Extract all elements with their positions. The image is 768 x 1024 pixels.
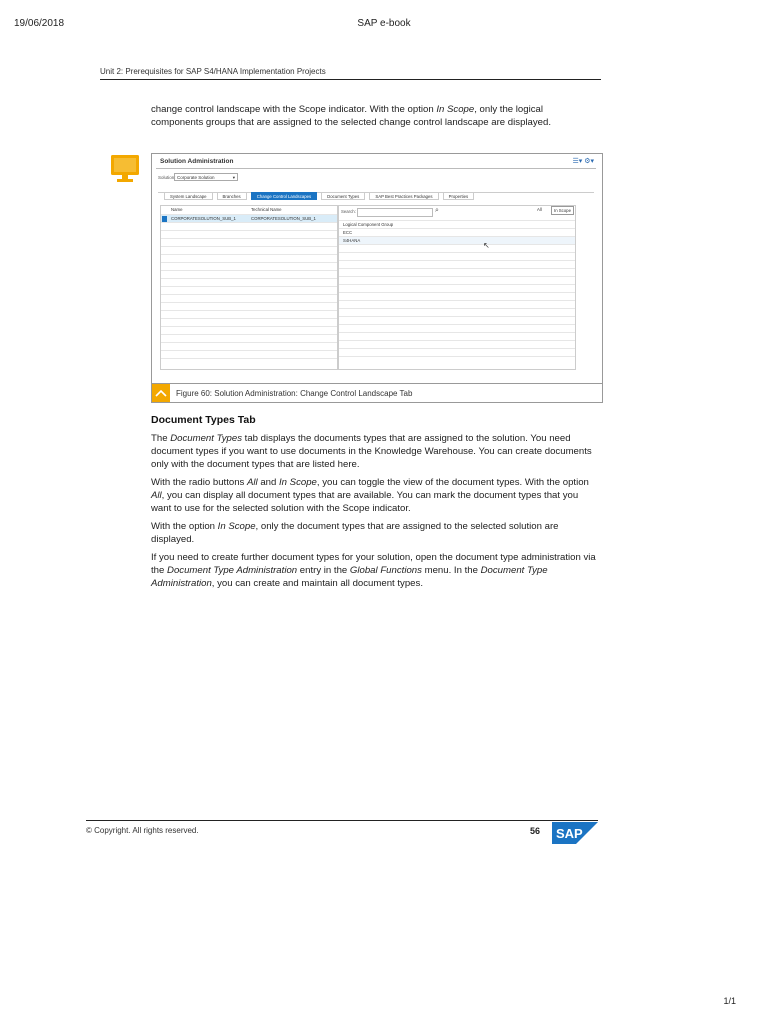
tab-strip: [164, 192, 474, 200]
table-row: [161, 326, 337, 334]
window-title: Solution Administration: [160, 158, 234, 165]
print-date: 19/06/2018: [14, 18, 65, 29]
tab-system-landscape[interactable]: System Landscape: [164, 192, 213, 200]
tab-branches[interactable]: Branches: [217, 192, 247, 200]
row-technical-name: CORPORATESOLUTION_SUB_1: [251, 216, 316, 221]
tab-properties[interactable]: Properties: [443, 192, 475, 200]
print-page-count: 1/1: [723, 996, 736, 1006]
text: tab displays the documents types that are assigned to the solution. You need document types if you want to use documents in the Knowledge Warehouse. You can create documents only with the document types that are listed here.: [151, 433, 592, 470]
solution-value: Corporate Solution: [177, 175, 215, 180]
text: With the option: [151, 521, 218, 532]
text: With the radio buttons: [151, 477, 247, 488]
paragraph: [151, 520, 596, 546]
table-row: [161, 294, 337, 302]
figure-caption: Figure 60: Solution Administration: Change Control Landscape Tab: [176, 389, 413, 398]
landscape-table: [160, 205, 338, 370]
em: In Scope: [279, 477, 317, 488]
table-row: [161, 278, 337, 286]
table-row: [161, 246, 337, 254]
table-row: [161, 286, 337, 294]
table-row: [161, 302, 337, 310]
paragraph: [151, 432, 596, 471]
text: , you can display all document types that are available. You can mark the document types that you want to use for the selected solution with the Scope indicator.: [151, 490, 579, 514]
table-row: [161, 262, 337, 270]
tab-change-control-landscapes[interactable]: Change Control Landscapes: [251, 192, 317, 200]
search-icon[interactable]: ⌕: [435, 207, 439, 214]
intro-em: In Scope: [436, 104, 475, 115]
radio-in-scope[interactable]: In Scope: [551, 206, 574, 215]
monitor-icon: [110, 154, 140, 184]
solution-label: Solution:: [158, 175, 176, 180]
list-item: [339, 356, 575, 365]
sap-logo: [552, 822, 598, 844]
em: Document Types: [170, 433, 243, 444]
toolbar-icons[interactable]: ☰▾ ⚙▾: [572, 158, 594, 165]
intro-text-2: , only the logical components groups that are assigned to the selected change control landscape are displayed.: [151, 104, 552, 128]
header-divider: [100, 79, 601, 80]
table-row: [161, 238, 337, 246]
text: , you can create and maintain all document types.: [211, 578, 423, 589]
list-item-label: ECC: [343, 230, 353, 235]
intro-text: change control landscape with the Scope indicator. With the option: [151, 104, 437, 115]
table-header: [161, 206, 337, 214]
list-item-label: S4HANA: [343, 238, 361, 243]
text: , only the document types that are assigned to the selected solution are displayed.: [151, 521, 559, 545]
unit-header: Unit 2: Prerequisites for SAP S4/HANA Implementation Projects: [100, 67, 326, 76]
solution-select[interactable]: [174, 173, 238, 181]
search-label: Search:: [341, 209, 356, 214]
logical-component-panel: [338, 205, 576, 370]
table-row: [161, 358, 337, 366]
table-row: [161, 318, 337, 326]
figure-solution-administration: [151, 153, 603, 403]
column-logical-component-group: Logical Component Group: [343, 222, 394, 227]
section-body: [151, 432, 596, 595]
table-row: [161, 342, 337, 350]
paragraph: [151, 551, 596, 590]
table-row: [161, 230, 337, 238]
text: The: [151, 433, 171, 444]
chevron-down-icon: ▾: [232, 175, 235, 180]
radio-all[interactable]: All: [537, 207, 542, 212]
em: Global Functions: [349, 565, 422, 576]
table-row[interactable]: [161, 214, 337, 222]
text: entry in the: [297, 565, 350, 576]
figure-caption-bar: [152, 383, 602, 403]
sap-logo-text: SAP: [556, 826, 583, 841]
table-row: [161, 310, 337, 318]
title-divider: [156, 168, 596, 169]
text: If you need to create further document types for your solution, open the document type administration via the: [151, 552, 596, 576]
page-number: 56: [530, 826, 541, 836]
table-row: [161, 270, 337, 278]
table-row: [161, 222, 337, 230]
em: Document Type Administration: [151, 565, 548, 589]
section-heading: Document Types Tab: [151, 414, 256, 426]
column-technical-name: Technical Name: [251, 207, 282, 212]
collapse-icon[interactable]: [152, 384, 170, 402]
tab-document-types[interactable]: Document Types: [321, 192, 365, 200]
document-title: SAP e-book: [357, 18, 411, 29]
intro-paragraph: [151, 103, 596, 129]
text: , you can toggle the view of the document types. With the option: [316, 477, 589, 488]
table-row: [161, 334, 337, 342]
table-row: [161, 254, 337, 262]
search-input[interactable]: [357, 208, 433, 217]
mouse-cursor-icon: ↖: [483, 241, 490, 250]
em: All: [151, 490, 162, 501]
text: menu. In the: [421, 565, 481, 576]
tab-best-practices[interactable]: SAP Best Practices Packages: [369, 192, 438, 200]
row-name: CORPORATESOLUTION_SUB_1: [171, 216, 236, 221]
text: and: [257, 477, 280, 488]
table-row: [161, 350, 337, 358]
paragraph: [151, 476, 596, 515]
footer-divider: [86, 820, 598, 821]
em: In Scope: [217, 521, 256, 532]
copyright-text: © Copyright. All rights reserved.: [86, 826, 199, 835]
em: Document Type Administration: [167, 565, 298, 576]
em: All: [247, 477, 258, 488]
column-name: Name: [171, 207, 183, 212]
